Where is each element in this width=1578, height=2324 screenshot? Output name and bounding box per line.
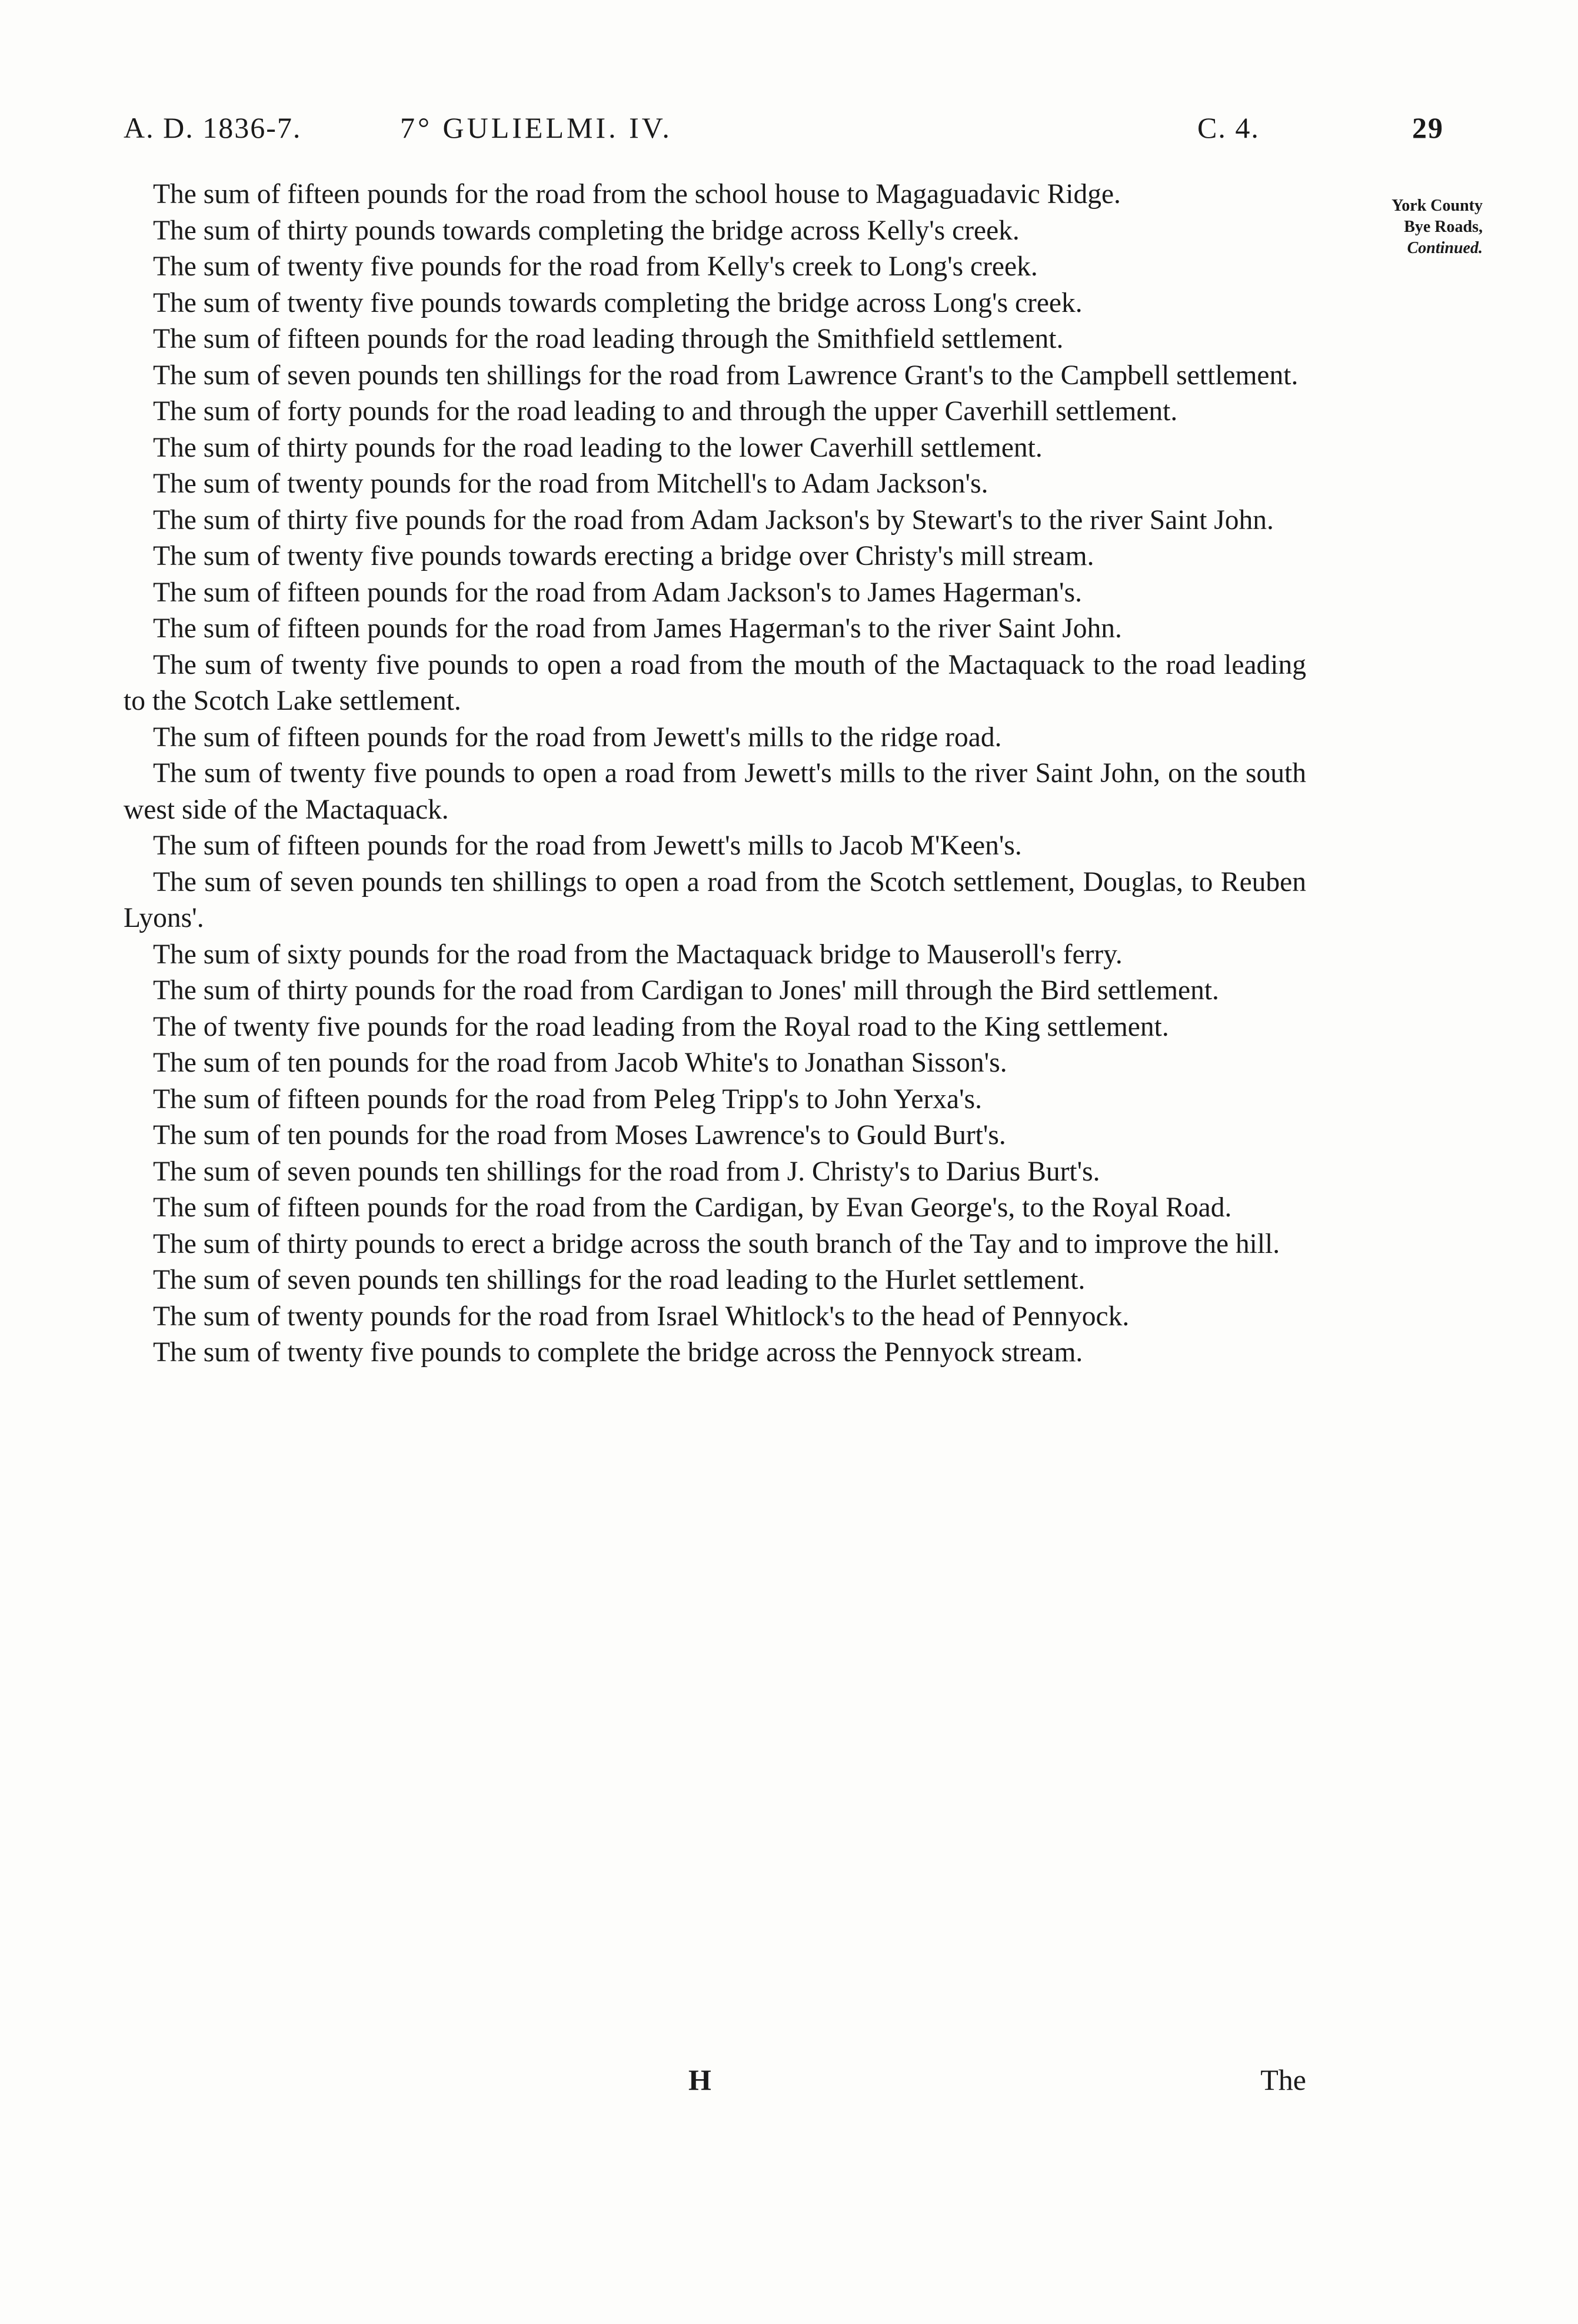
- paragraph: The sum of fifteen pounds for the road from Adam Jackson's to James Hagerman's.: [153, 577, 1082, 608]
- margin-note: [1347, 195, 1483, 259]
- paragraph: The sum of twenty five pounds to complete the bridge across the Pennyock stream.: [153, 1337, 1083, 1368]
- paragraph: The sum of sixty pounds for the road from the Mactaquack bridge to Mauseroll's ferry.: [153, 939, 1123, 970]
- header-chapter: C. 4.: [1197, 111, 1260, 144]
- catchword: The: [1260, 2063, 1306, 2096]
- header-year: A. D. 1836-7.: [124, 111, 302, 144]
- paragraph: The sum of fifteen pounds for the road from the school house to Magaguadavic Ridge.: [153, 179, 1121, 210]
- page-footer: [124, 2063, 1306, 2104]
- paragraph: The sum of twenty five pounds to open a road from the mouth of the Mactaquack to the road leading to the Scotch Lake settlement.: [124, 649, 1306, 716]
- paragraph: The sum of fifteen pounds for the road from Jewett's mills to the ridge road.: [153, 722, 1002, 753]
- paragraph: The sum of seven pounds ten shillings for the road from Lawrence Grant's to the Campbell settlement.: [153, 360, 1299, 391]
- paragraph: The sum of twenty five pounds towards erecting a bridge over Christy's mill stream.: [153, 541, 1094, 571]
- paragraph: The sum of fifteen pounds for the road from James Hagerman's to the river Saint John.: [153, 613, 1122, 644]
- paragraph: The sum of seven pounds ten shillings to open a road from the Scotch settlement, Douglas, to Reuben Lyons'.: [124, 866, 1306, 933]
- margin-note-line: York County: [1391, 197, 1483, 215]
- paragraph: The sum of fifteen pounds for the road from Peleg Tripp's to John Yerxa's.: [153, 1083, 982, 1115]
- paragraph: The of twenty five pounds for the road leading from the Royal road to the King settlement.: [153, 1011, 1169, 1042]
- paragraph: The sum of thirty five pounds for the road from Adam Jackson's by Stewart's to the river Saint John.: [153, 504, 1274, 536]
- paragraph: The sum of twenty pounds for the road from Mitchell's to Adam Jackson's.: [153, 468, 988, 499]
- page-number: 29: [1412, 111, 1444, 144]
- signature-mark: H: [688, 2063, 711, 2096]
- paragraph: The sum of twenty pounds for the road from Israel Whitlock's to the head of Pennyock.: [153, 1301, 1130, 1332]
- paragraph: The sum of twenty five pounds to open a road from Jewett's mills to the river Saint John, on the south west side of the Mactaquack.: [124, 758, 1306, 825]
- paragraph: The sum of thirty pounds for the road leading to the lower Caverhill settlement.: [153, 432, 1043, 463]
- paragraph: The sum of ten pounds for the road from Moses Lawrence's to Gould Burt's.: [153, 1120, 1006, 1151]
- margin-note-line: Continued.: [1407, 239, 1483, 257]
- paragraph: The sum of forty pounds for the road leading to and through the upper Caverhill settlement.: [153, 396, 1178, 427]
- paragraph: The sum of thirty pounds for the road from Cardigan to Jones' mill through the Bird settlement.: [153, 975, 1219, 1006]
- paragraph: The sum of thirty pounds to erect a bridge across the south branch of the Tay and to improve the hill.: [153, 1228, 1280, 1259]
- paragraph: The sum of seven pounds ten shillings for the road leading to the Hurlet settlement.: [153, 1265, 1086, 1295]
- paragraph: The sum of fifteen pounds for the road from Jewett's mills to Jacob M'Keen's.: [153, 830, 1022, 861]
- paragraph: The sum of twenty five pounds towards completing the bridge across Long's creek.: [153, 287, 1083, 318]
- paragraph: The sum of fifteen pounds for the road leading through the Smithfield settlement.: [153, 324, 1064, 354]
- paragraph: The sum of seven pounds ten shillings for the road from J. Christy's to Darius Burt's.: [153, 1156, 1100, 1187]
- paragraph: The sum of thirty pounds towards completing the bridge across Kelly's creek.: [153, 215, 1020, 246]
- body-text: [124, 177, 1306, 1371]
- paragraph: The sum of twenty five pounds for the road from Kelly's creek to Long's creek.: [153, 251, 1038, 282]
- header-reign: 7° GULIELMI. IV.: [400, 111, 673, 144]
- paragraph: The sum of fifteen pounds for the road from the Cardigan, by Evan George's, to the Royal Road.: [153, 1192, 1232, 1223]
- running-header: [124, 111, 1477, 152]
- paragraph: The sum of ten pounds for the road from Jacob White's to Jonathan Sisson's.: [153, 1048, 1007, 1078]
- margin-note-line: Bye Roads,: [1404, 218, 1483, 236]
